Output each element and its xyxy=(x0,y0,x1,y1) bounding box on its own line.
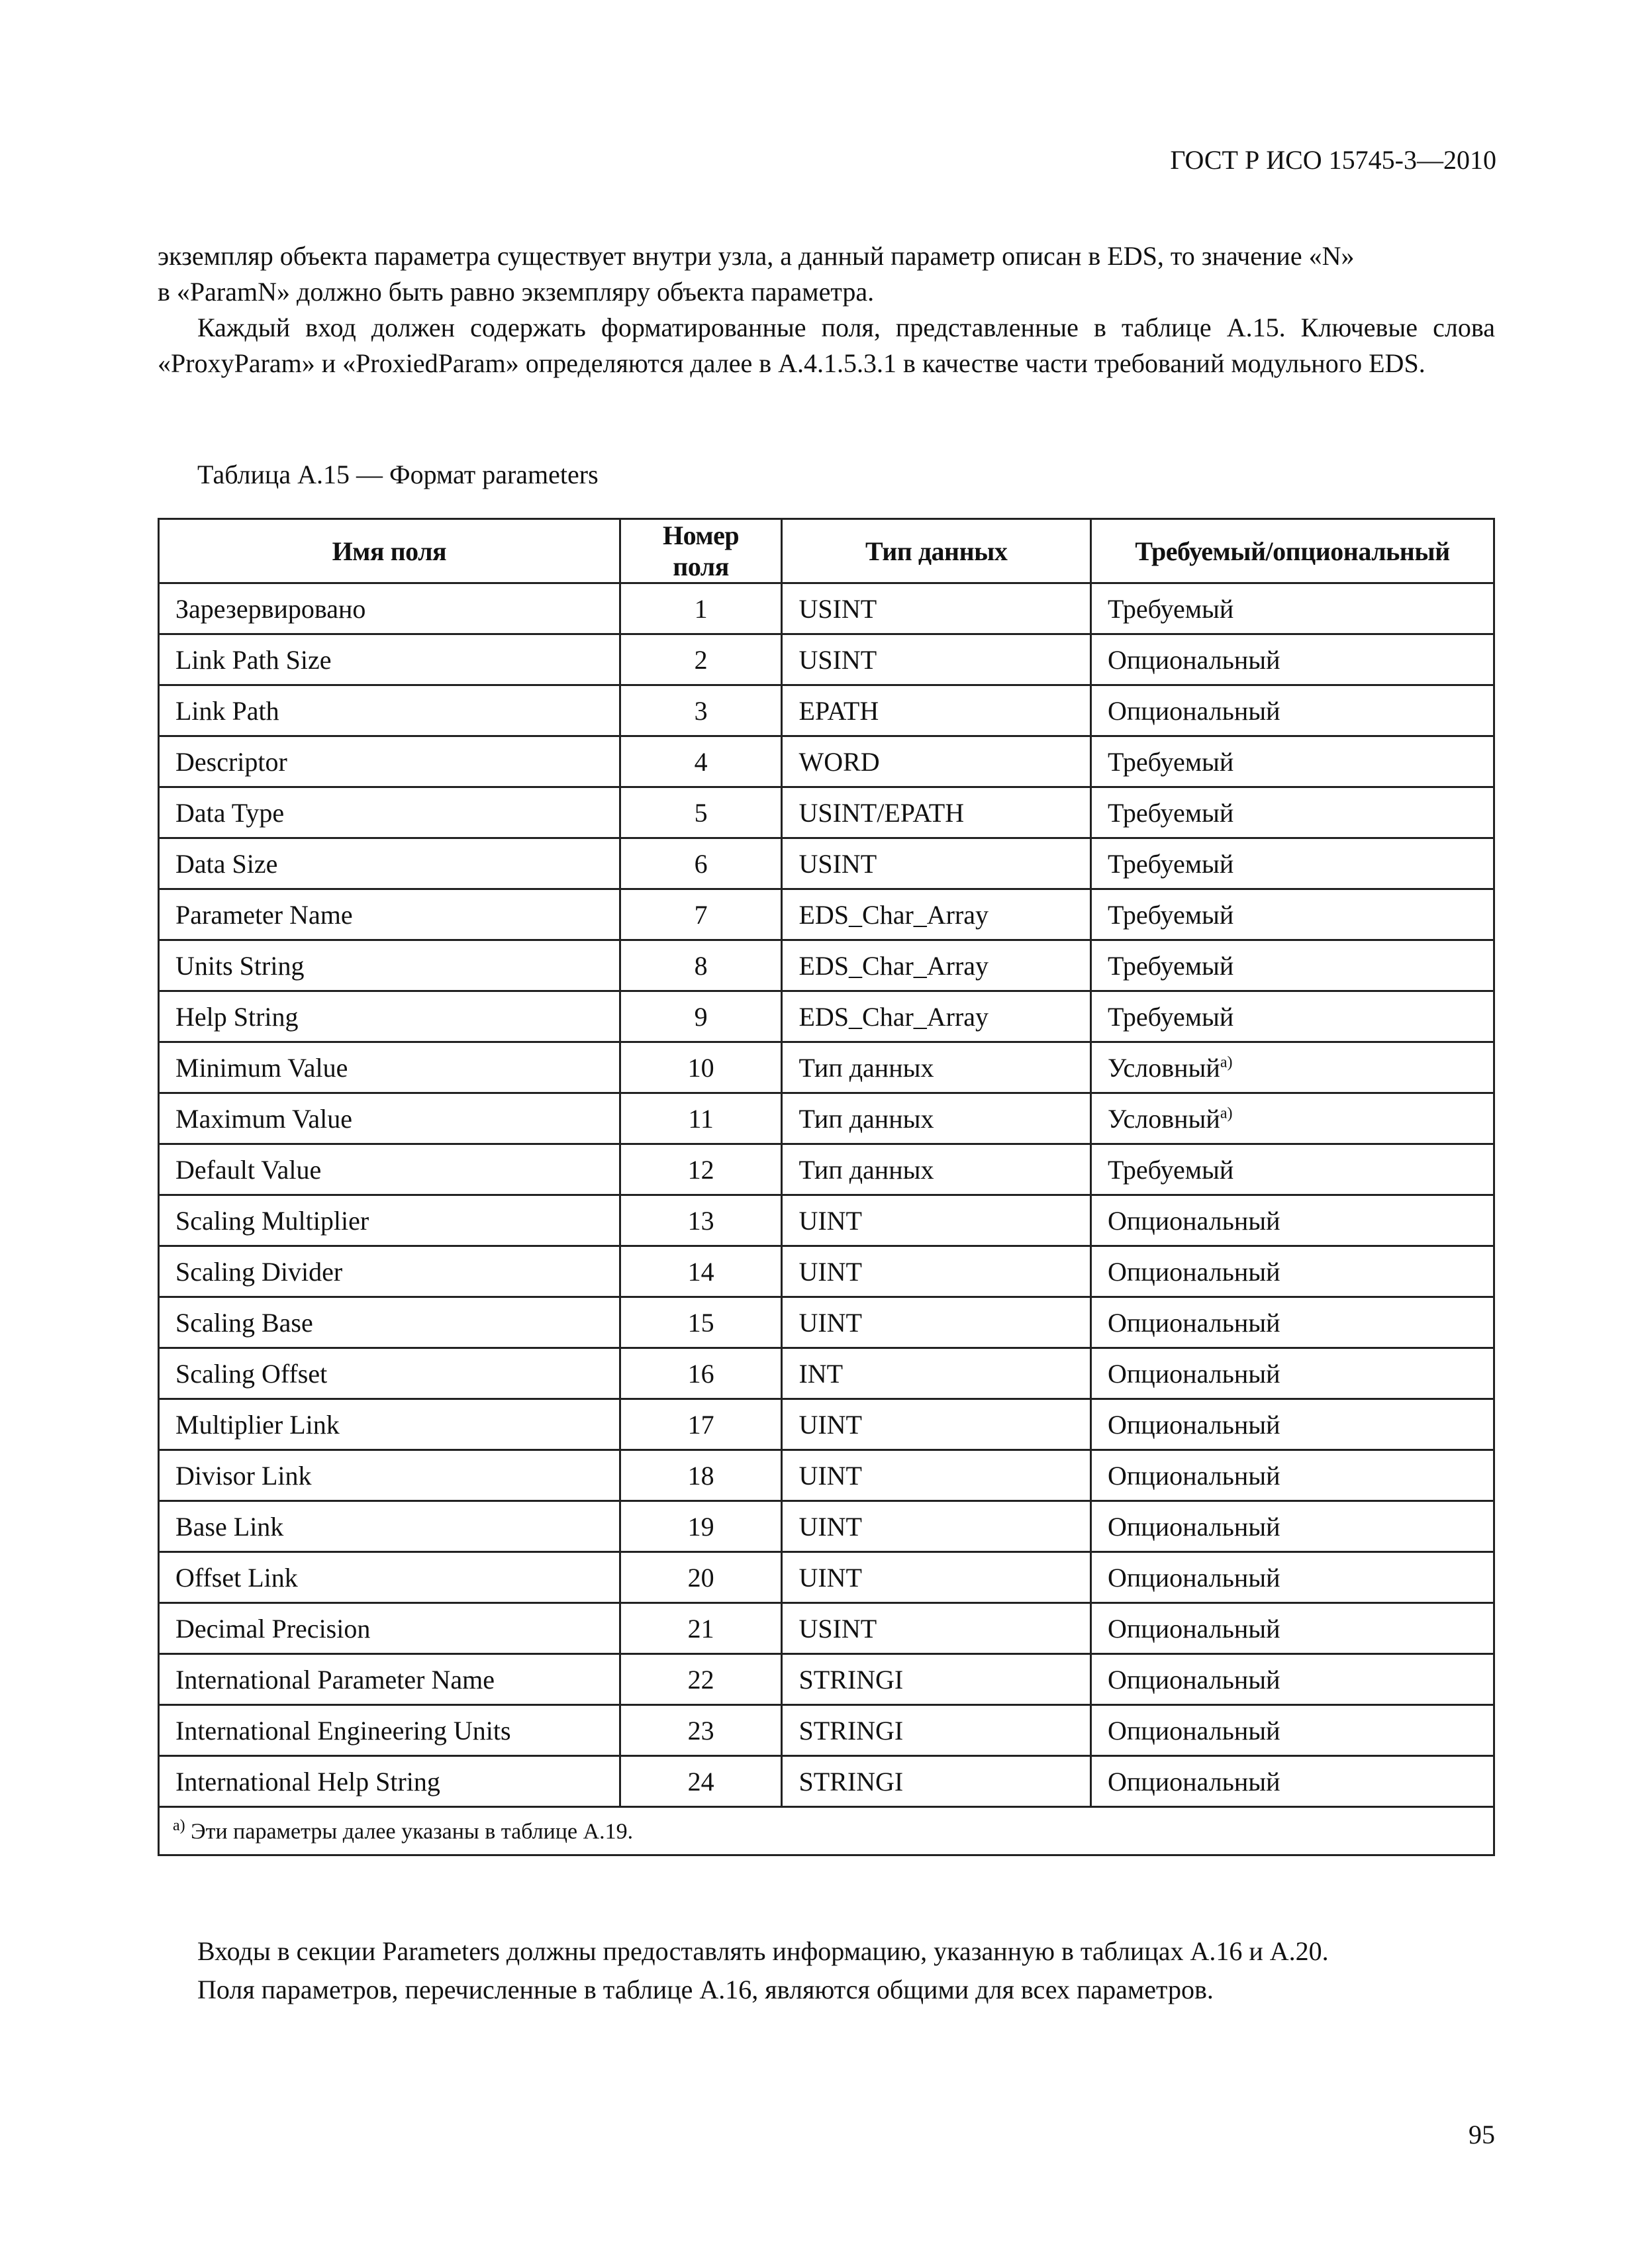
cell-field-name xyxy=(159,583,620,634)
cell-required-optional-text: Опциональный xyxy=(1108,1256,1280,1287)
cell-required-optional-text: Требуемый xyxy=(1108,899,1234,930)
cell-data-type xyxy=(782,1756,1091,1807)
table-row xyxy=(159,940,1494,991)
cell-field-number-text: 16 xyxy=(687,1358,714,1389)
cell-field-number-text: 7 xyxy=(694,899,708,930)
cell-field-name-text: International Help String xyxy=(175,1766,440,1797)
cell-data-type-text: Тип данных xyxy=(798,1052,934,1083)
cell-required-optional-text: Опциональный xyxy=(1108,1613,1280,1644)
cell-data-type xyxy=(782,1093,1091,1144)
table-row xyxy=(159,838,1494,889)
cell-field-number-text: 8 xyxy=(694,950,708,981)
cell-field-number-text: 13 xyxy=(687,1205,714,1236)
cell-required-optional-text: Условный xyxy=(1108,1103,1220,1134)
cell-field-number xyxy=(620,1756,782,1807)
cell-field-name-text: International Parameter Name xyxy=(175,1664,495,1695)
cell-field-name xyxy=(159,736,620,787)
cell-field-number-text: 18 xyxy=(687,1460,714,1491)
cell-field-number-text: 6 xyxy=(694,848,708,879)
cell-field-number xyxy=(620,1348,782,1399)
table-row xyxy=(159,1705,1494,1756)
parameters-format-table xyxy=(158,518,1495,1856)
cell-field-name xyxy=(159,838,620,889)
cell-required-optional xyxy=(1091,1246,1494,1297)
cell-data-type-text: EPATH xyxy=(798,695,879,726)
cell-field-name xyxy=(159,787,620,838)
cell-required-optional-text: Требуемый xyxy=(1108,746,1234,777)
table-row xyxy=(159,889,1494,940)
closing-line-2: Поля параметров, перечисленные в таблице А.16, являются общими для всех параметров. xyxy=(197,1975,1214,2004)
cell-data-type xyxy=(782,991,1091,1042)
cell-field-name-text: Link Path Size xyxy=(175,644,332,675)
table-caption: Таблица А.15 — Формат parameters xyxy=(197,460,599,489)
cell-field-number xyxy=(620,940,782,991)
cell-field-number xyxy=(620,1654,782,1705)
cell-data-type-text: UINT xyxy=(798,1409,862,1440)
cell-data-type xyxy=(782,1501,1091,1552)
cell-required-optional xyxy=(1091,838,1494,889)
cell-required-optional xyxy=(1091,583,1494,634)
cell-field-number-text: 10 xyxy=(687,1052,714,1083)
cell-data-type xyxy=(782,736,1091,787)
cell-field-name-text: Help String xyxy=(175,1001,299,1032)
cell-field-name xyxy=(159,1399,620,1450)
cell-field-number xyxy=(620,1705,782,1756)
cell-field-number-text: 20 xyxy=(687,1562,714,1593)
cell-required-optional xyxy=(1091,1552,1494,1603)
cell-field-number xyxy=(620,736,782,787)
cell-data-type xyxy=(782,787,1091,838)
cell-required-optional xyxy=(1091,1042,1494,1093)
cell-field-name xyxy=(159,685,620,736)
paragraph-continued xyxy=(158,238,1495,310)
cell-field-number-text: 19 xyxy=(687,1511,714,1542)
closing-text xyxy=(197,1932,1329,2009)
cell-data-type xyxy=(782,1297,1091,1348)
cell-required-optional xyxy=(1091,1501,1494,1552)
cell-data-type xyxy=(782,583,1091,634)
cell-field-name-text: Parameter Name xyxy=(175,899,353,930)
cell-field-number xyxy=(620,889,782,940)
table-row xyxy=(159,1348,1494,1399)
cell-data-type-text: UINT xyxy=(798,1562,862,1593)
cell-field-number xyxy=(620,1144,782,1195)
table-row xyxy=(159,1042,1494,1093)
cell-field-number xyxy=(620,1552,782,1603)
cell-data-type-text: INT xyxy=(798,1358,844,1389)
cell-required-optional-text: Требуемый xyxy=(1108,848,1234,879)
table-row xyxy=(159,1552,1494,1603)
cell-required-optional xyxy=(1091,1450,1494,1501)
cell-required-optional xyxy=(1091,1705,1494,1756)
cell-field-number xyxy=(620,1093,782,1144)
cell-field-number xyxy=(620,787,782,838)
cell-data-type xyxy=(782,838,1091,889)
cell-field-number-text: 4 xyxy=(694,746,708,777)
cell-field-number xyxy=(620,1042,782,1093)
cell-field-name xyxy=(159,1756,620,1807)
table-row xyxy=(159,736,1494,787)
table-footnote xyxy=(159,1807,1494,1855)
table-row xyxy=(159,1501,1494,1552)
cell-data-type-text: STRINGI xyxy=(798,1664,904,1695)
cell-data-type-text: USINT xyxy=(798,593,877,624)
cell-field-name-text: Divisor Link xyxy=(175,1460,312,1491)
cell-field-name xyxy=(159,1450,620,1501)
cell-required-optional xyxy=(1091,1297,1494,1348)
footnote-mark: а) xyxy=(173,1817,185,1835)
cell-field-number-text: 17 xyxy=(687,1409,714,1440)
cell-field-name-text: Scaling Multiplier xyxy=(175,1205,369,1236)
cell-field-name-text: Зарезервировано xyxy=(175,593,366,624)
table-header-row xyxy=(159,519,1494,583)
cell-field-name xyxy=(159,1603,620,1654)
cell-field-number xyxy=(620,1450,782,1501)
table-row xyxy=(159,583,1494,634)
cell-data-type-text: USINT xyxy=(798,1613,877,1644)
cell-field-name-text: Multiplier Link xyxy=(175,1409,340,1440)
cell-data-type xyxy=(782,1348,1091,1399)
table-row xyxy=(159,787,1494,838)
cell-field-name-text: Data Type xyxy=(175,797,285,828)
table-row xyxy=(159,1144,1494,1195)
cell-field-number xyxy=(620,583,782,634)
cell-field-name xyxy=(159,1297,620,1348)
cell-field-number xyxy=(620,685,782,736)
cell-field-name-text: Decimal Precision xyxy=(175,1613,371,1644)
cell-field-name xyxy=(159,1552,620,1603)
table-row xyxy=(159,991,1494,1042)
cell-field-number xyxy=(620,1195,782,1246)
cell-field-name-text: Data Size xyxy=(175,848,278,879)
cell-field-number-text: 14 xyxy=(687,1256,714,1287)
cell-required-optional-text: Опциональный xyxy=(1108,1409,1280,1440)
paragraph-continued-line2: в «ParamN» должно быть равно экземпляру объекта параметра. xyxy=(158,277,875,307)
cell-field-name xyxy=(159,1093,620,1144)
cell-required-optional-text: Опциональный xyxy=(1108,695,1280,726)
cell-required-optional xyxy=(1091,1195,1494,1246)
cell-data-type-text: UINT xyxy=(798,1460,862,1491)
cell-required-optional xyxy=(1091,1348,1494,1399)
cell-required-optional xyxy=(1091,1144,1494,1195)
cell-required-optional xyxy=(1091,1654,1494,1705)
cell-field-number xyxy=(620,634,782,685)
cell-field-name-text: Offset Link xyxy=(175,1562,298,1593)
cell-required-optional xyxy=(1091,889,1494,940)
cell-required-optional-text: Опциональный xyxy=(1108,1562,1280,1593)
cell-required-optional-text: Опциональный xyxy=(1108,1205,1280,1236)
cell-required-optional-text: Опциональный xyxy=(1108,1460,1280,1491)
cell-data-type xyxy=(782,1705,1091,1756)
cell-field-number-text: 11 xyxy=(688,1103,714,1134)
cell-required-optional xyxy=(1091,736,1494,787)
paragraph-table-intro: Каждый вход должен содержать форматированные поля, представленные в таблице А.15. Ключевые слова «ProxyParam» и «ProxiedParam» определяются далее в А.4.1.5.3.1 в качестве части требований модульного EDS. xyxy=(158,313,1495,378)
cell-field-name-text: Default Value xyxy=(175,1154,322,1185)
cell-required-optional xyxy=(1091,634,1494,685)
cell-field-number xyxy=(620,991,782,1042)
cell-required-optional xyxy=(1091,685,1494,736)
cell-field-name xyxy=(159,1195,620,1246)
cell-required-optional-text: Опциональный xyxy=(1108,1766,1280,1797)
cell-data-type-text: UINT xyxy=(798,1205,862,1236)
cell-field-number xyxy=(620,1399,782,1450)
cell-data-type xyxy=(782,685,1091,736)
cell-field-number-text: 24 xyxy=(687,1766,714,1797)
cell-required-optional-text: Требуемый xyxy=(1108,593,1234,624)
cell-field-number-text: 3 xyxy=(694,695,708,726)
cell-data-type-text: UINT xyxy=(798,1256,862,1287)
cell-field-name xyxy=(159,1246,620,1297)
cell-field-name-text: Scaling Base xyxy=(175,1307,313,1338)
cell-required-optional xyxy=(1091,1756,1494,1807)
cell-field-number-text: 9 xyxy=(694,1001,708,1032)
cell-required-optional xyxy=(1091,991,1494,1042)
cell-required-optional xyxy=(1091,1093,1494,1144)
cell-required-optional-text: Требуемый xyxy=(1108,797,1234,828)
table-row xyxy=(159,1756,1494,1807)
cell-required-optional-text: Опциональный xyxy=(1108,1664,1280,1695)
cell-field-number-text: 21 xyxy=(687,1613,714,1644)
cell-data-type xyxy=(782,1552,1091,1603)
cell-required-optional-text: Опциональный xyxy=(1108,644,1280,675)
cell-field-number-text: 23 xyxy=(687,1715,714,1746)
cell-field-number-text: 22 xyxy=(687,1664,714,1695)
cell-field-number-text: 15 xyxy=(687,1307,714,1338)
cell-required-optional-text: Опциональный xyxy=(1108,1715,1280,1746)
cell-required-optional-text: Опциональный xyxy=(1108,1307,1280,1338)
cell-data-type xyxy=(782,940,1091,991)
cell-required-optional-text: Опциональный xyxy=(1108,1511,1280,1542)
cell-field-number-text: 1 xyxy=(694,593,708,624)
cell-required-optional-text: Требуемый xyxy=(1108,950,1234,981)
body-text xyxy=(158,238,1495,381)
header-field-name: Имя поля xyxy=(159,519,620,583)
cell-required-optional xyxy=(1091,1399,1494,1450)
table-row xyxy=(159,1297,1494,1348)
cell-data-type xyxy=(782,1654,1091,1705)
closing-line-1: Входы в секции Parameters должны предоставлять информацию, указанную в таблицах А.16 и А.20. xyxy=(197,1936,1329,1966)
cell-required-optional xyxy=(1091,787,1494,838)
cell-data-type xyxy=(782,1246,1091,1297)
cell-data-type-text: Тип данных xyxy=(798,1154,934,1185)
cell-data-type-text: USINT xyxy=(798,848,877,879)
cell-field-name xyxy=(159,1042,620,1093)
footnote-ref: а) xyxy=(1220,1054,1233,1071)
cell-field-number xyxy=(620,1501,782,1552)
table-row xyxy=(159,1450,1494,1501)
cell-data-type xyxy=(782,889,1091,940)
cell-required-optional xyxy=(1091,1603,1494,1654)
cell-field-name-text: Scaling Divider xyxy=(175,1256,343,1287)
cell-data-type xyxy=(782,1042,1091,1093)
cell-field-number-text: 2 xyxy=(694,644,708,675)
cell-field-name xyxy=(159,1144,620,1195)
cell-data-type-text: STRINGI xyxy=(798,1715,904,1746)
cell-data-type xyxy=(782,1450,1091,1501)
table-row xyxy=(159,1603,1494,1654)
cell-field-name xyxy=(159,940,620,991)
cell-field-name xyxy=(159,889,620,940)
cell-required-optional xyxy=(1091,940,1494,991)
header-field-number: Номер поля xyxy=(620,519,782,583)
page-number: 95 xyxy=(1469,2120,1495,2149)
cell-field-name-text: Maximum Value xyxy=(175,1103,353,1134)
cell-field-number xyxy=(620,838,782,889)
cell-field-name-text: Scaling Offset xyxy=(175,1358,328,1389)
header-required-optional: Требуемый/опциональный xyxy=(1091,519,1494,583)
table-row xyxy=(159,634,1494,685)
cell-data-type xyxy=(782,1195,1091,1246)
cell-data-type-text: UINT xyxy=(798,1511,862,1542)
cell-field-name-text: International Engineering Units xyxy=(175,1715,511,1746)
cell-required-optional-text: Требуемый xyxy=(1108,1154,1234,1185)
table-row xyxy=(159,1654,1494,1705)
cell-required-optional-text: Опциональный xyxy=(1108,1358,1280,1389)
cell-data-type-text: WORD xyxy=(798,746,880,777)
cell-data-type-text: Тип данных xyxy=(798,1103,934,1134)
cell-field-name xyxy=(159,991,620,1042)
cell-data-type-text: UINT xyxy=(798,1307,862,1338)
cell-data-type-text: STRINGI xyxy=(798,1766,904,1797)
cell-field-name-text: Units String xyxy=(175,950,305,981)
document-code-header: ГОСТ Р ИСО 15745-3—2010 xyxy=(1170,145,1496,175)
table-row xyxy=(159,1399,1494,1450)
footnote-text: Эти параметры далее указаны в таблице А.19. xyxy=(191,1819,634,1844)
table-body xyxy=(159,583,1494,1807)
cell-data-type xyxy=(782,634,1091,685)
cell-field-number-text: 5 xyxy=(694,797,708,828)
cell-field-name xyxy=(159,1654,620,1705)
table-row xyxy=(159,1195,1494,1246)
table-row xyxy=(159,1093,1494,1144)
cell-data-type-text: EDS_Char_Array xyxy=(798,1001,989,1032)
cell-field-number xyxy=(620,1603,782,1654)
cell-required-optional-text: Требуемый xyxy=(1108,1001,1234,1032)
table-row xyxy=(159,1246,1494,1297)
table-footnote-row xyxy=(159,1807,1494,1855)
cell-data-type xyxy=(782,1144,1091,1195)
table-row xyxy=(159,685,1494,736)
cell-required-optional-text: Условный xyxy=(1108,1052,1220,1083)
header-data-type: Тип данных xyxy=(782,519,1091,583)
cell-data-type-text: EDS_Char_Array xyxy=(798,950,989,981)
cell-data-type-text: USINT/EPATH xyxy=(798,797,965,828)
cell-field-name xyxy=(159,1501,620,1552)
cell-data-type xyxy=(782,1399,1091,1450)
cell-field-name-text: Link Path xyxy=(175,695,279,726)
paragraph-continued-line1: экземпляр объекта параметра существует внутри узла, а данный параметр описан в EDS, то значение «N» xyxy=(158,241,1355,271)
cell-field-name-text: Descriptor xyxy=(175,746,287,777)
cell-data-type-text: EDS_Char_Array xyxy=(798,899,989,930)
cell-field-number-text: 12 xyxy=(687,1154,714,1185)
cell-data-type-text: USINT xyxy=(798,644,877,675)
cell-field-name xyxy=(159,1348,620,1399)
cell-field-name xyxy=(159,634,620,685)
cell-field-number xyxy=(620,1297,782,1348)
cell-field-name-text: Minimum Value xyxy=(175,1052,348,1083)
cell-field-name xyxy=(159,1705,620,1756)
cell-field-number xyxy=(620,1246,782,1297)
cell-field-name-text: Base Link xyxy=(175,1511,284,1542)
footnote-ref: а) xyxy=(1220,1105,1233,1122)
cell-data-type xyxy=(782,1603,1091,1654)
